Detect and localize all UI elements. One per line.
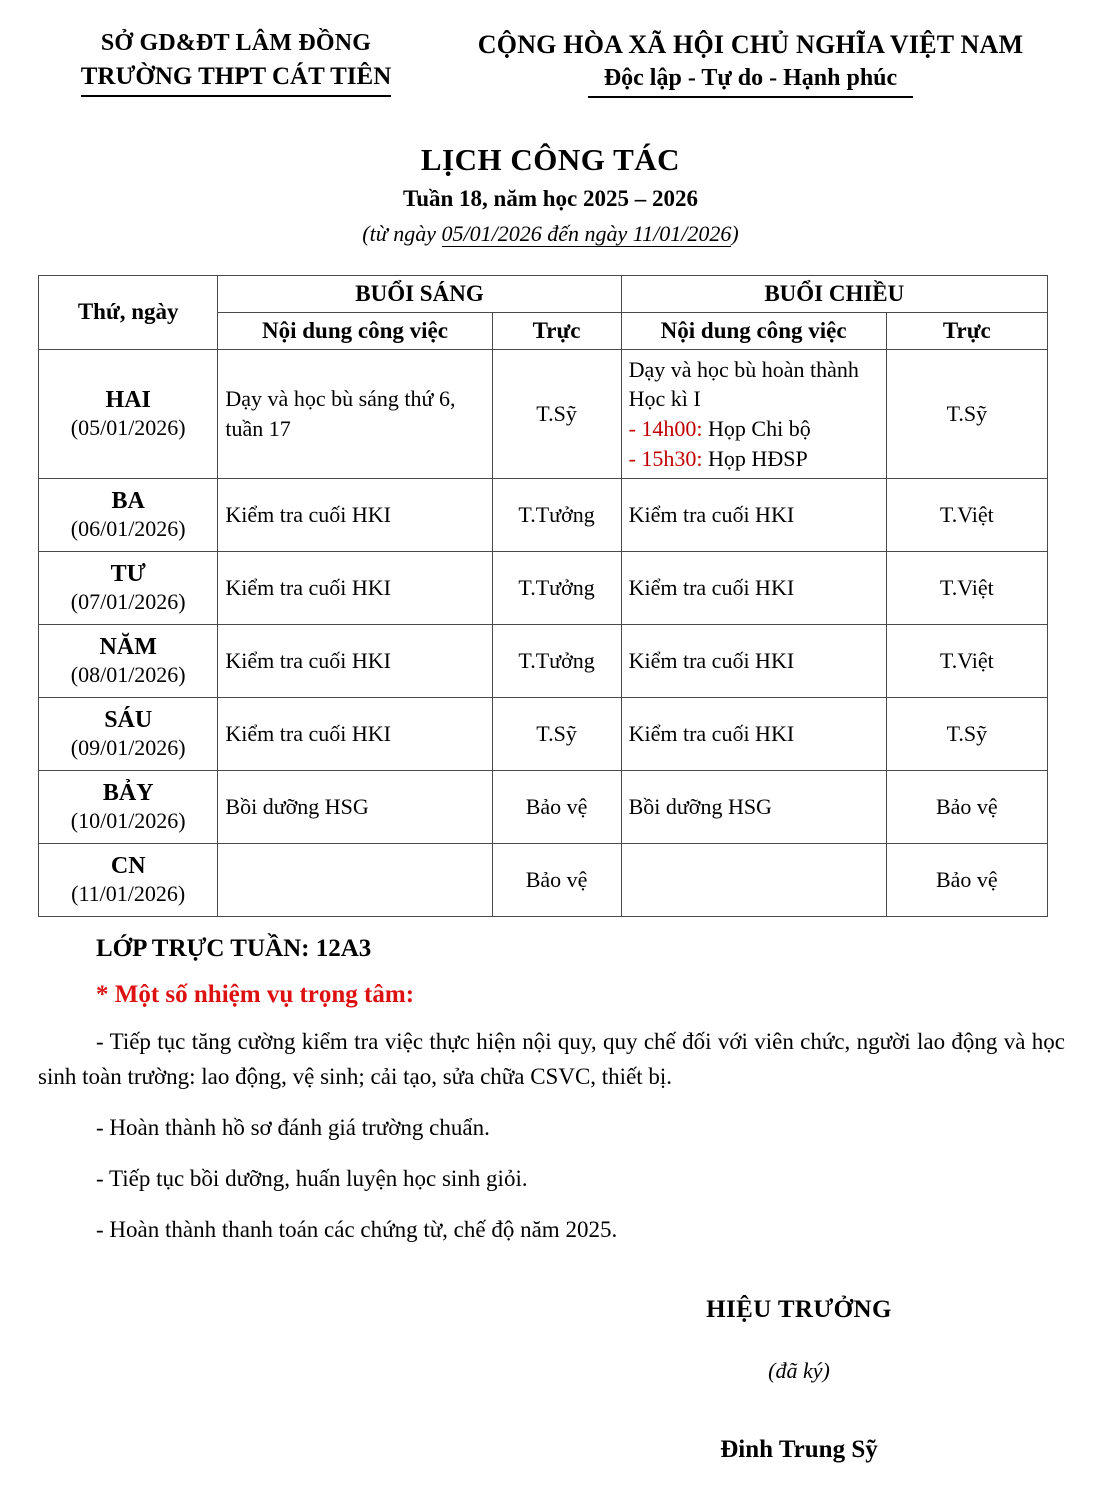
afternoon-content-cell: [621, 349, 886, 478]
note-time-2: - 15h30:: [628, 445, 703, 471]
table-row: [39, 349, 1048, 478]
header-organization: [36, 28, 436, 97]
afternoon-duty-cell: T.Sỹ: [886, 349, 1047, 478]
table-row: [39, 551, 1048, 624]
task-item: - Tiếp tục bồi dưỡng, huấn luyện học sinh giỏi.: [96, 1165, 528, 1191]
morning-content-cell: Kiểm tra cuối HKI: [218, 551, 492, 624]
notes-section: [38, 935, 1065, 1464]
header-afternoon-content: Nội dung công việc: [621, 312, 886, 349]
signatory-role: HIỆU TRƯỞNG: [706, 1295, 892, 1323]
afternoon-note-2: [629, 444, 879, 474]
schedule-table: [38, 275, 1048, 917]
morning-duty-cell: T.Tưởng: [492, 551, 621, 624]
day-date: (09/01/2026): [70, 735, 186, 761]
afternoon-duty-cell: T.Sỹ: [886, 697, 1047, 770]
national-motto: Độc lập - Tự do - Hạnh phúc: [588, 63, 913, 98]
day-date: (08/01/2026): [70, 662, 186, 688]
tasks-heading: * Một số nhiệm vụ trọng tâm:: [96, 980, 415, 1008]
date-range-prefix: (từ ngày: [362, 220, 442, 246]
morning-duty-cell: T.Tưởng: [492, 478, 621, 551]
day-name: CN: [110, 852, 146, 879]
country-name: CỘNG HÒA XÃ HỘI CHỦ NGHĨA VIỆT NAM: [477, 30, 1024, 59]
day-name: SÁU: [104, 706, 153, 733]
table-head: [39, 275, 1048, 349]
afternoon-duty-cell: Bảo vệ: [886, 843, 1047, 916]
day-cell: [39, 551, 218, 624]
afternoon-duty-cell: T.Việt: [886, 624, 1047, 697]
note-time-1: - 14h00:: [628, 415, 703, 441]
afternoon-content-cell: Kiểm tra cuối HKI: [621, 624, 886, 697]
header-afternoon-duty: Trực: [886, 312, 1047, 349]
table-header-row-top: [39, 275, 1048, 312]
signature-block: [589, 1296, 1009, 1464]
table-row: [39, 697, 1048, 770]
signed-note: (đã ký): [768, 1357, 830, 1383]
day-name: BẢY: [102, 779, 154, 806]
table-row: [39, 624, 1048, 697]
day-name: NĂM: [99, 633, 157, 660]
morning-content-cell: [218, 843, 492, 916]
day-cell: [39, 624, 218, 697]
afternoon-content-cell: Kiểm tra cuối HKI: [621, 551, 886, 624]
afternoon-main-text: Dạy và học bù hoàn thành Học kì I: [628, 356, 859, 412]
afternoon-note-1: [629, 414, 879, 444]
afternoon-content-cell: Kiểm tra cuối HKI: [621, 697, 886, 770]
day-name: HAI: [105, 386, 151, 413]
note-text-2: Họp HĐSP: [702, 445, 808, 471]
morning-content-cell: Kiểm tra cuối HKI: [218, 697, 492, 770]
day-date: (11/01/2026): [71, 881, 186, 907]
header-national-motto: [436, 28, 1065, 98]
day-name: BA: [111, 487, 145, 514]
day-date: (06/01/2026): [70, 516, 186, 542]
afternoon-content-cell: Bồi dưỡng HSG: [621, 770, 886, 843]
header-morning-content: Nội dung công việc: [218, 312, 492, 349]
date-range-suffix: ): [731, 220, 739, 246]
task-item: - Tiếp tục tăng cường kiểm tra việc thực hiện nội quy, quy chế đối với viên chức, người lao động và học sinh toàn trường: lao động, vệ sinh; cải tạo, sửa chữa CSVC, thiết bị.: [38, 1028, 1065, 1089]
day-name: TƯ: [110, 560, 146, 587]
table-body: [39, 349, 1048, 916]
morning-duty-cell: Bảo vệ: [492, 770, 621, 843]
table-row: [39, 478, 1048, 551]
day-cell: [39, 843, 218, 916]
page-title: LỊCH CÔNG TÁC: [420, 141, 681, 177]
document-header: [0, 0, 1101, 98]
afternoon-content-cell: Kiểm tra cuối HKI: [621, 478, 886, 551]
table-row: [39, 770, 1048, 843]
morning-duty-cell: T.Sỹ: [492, 349, 621, 478]
afternoon-content-cell: [621, 843, 886, 916]
day-date: (10/01/2026): [70, 808, 186, 834]
header-morning-duty: Trực: [492, 312, 621, 349]
task-item: - Hoàn thành hồ sơ đánh giá trường chuẩn.: [96, 1114, 490, 1140]
morning-content-cell: Dạy và học bù sáng thứ 6, tuần 17: [218, 349, 492, 478]
afternoon-duty-cell: Bảo vệ: [886, 770, 1047, 843]
day-cell: [39, 478, 218, 551]
day-date: (07/01/2026): [70, 589, 186, 615]
morning-duty-cell: T.Tưởng: [492, 624, 621, 697]
day-cell: [39, 697, 218, 770]
school-name: TRƯỜNG THPT CÁT TIÊN: [81, 61, 392, 97]
day-cell: [39, 770, 218, 843]
morning-content-cell: Kiểm tra cuối HKI: [218, 624, 492, 697]
morning-duty-cell: T.Sỹ: [492, 697, 621, 770]
morning-duty-cell: Bảo vệ: [492, 843, 621, 916]
header-afternoon-session: BUỔI CHIỀU: [621, 275, 1047, 312]
week-subtitle: Tuần 18, năm học 2025 – 2026: [402, 185, 698, 211]
afternoon-duty-cell: T.Việt: [886, 478, 1047, 551]
note-text-1: Họp Chi bộ: [702, 415, 811, 441]
morning-content-cell: Kiểm tra cuối HKI: [218, 478, 492, 551]
header-day-col: Thứ, ngày: [39, 275, 218, 349]
afternoon-duty-cell: T.Việt: [886, 551, 1047, 624]
signatory-name: Đinh Trung Sỹ: [720, 1435, 878, 1463]
day-cell: [39, 349, 218, 478]
date-range: [0, 221, 1101, 247]
table-row: [39, 843, 1048, 916]
duty-class-line: LỚP TRỰC TUẦN: 12A3: [96, 934, 372, 962]
day-date: (05/01/2026): [70, 415, 186, 441]
date-range-dates: 05/01/2026 đến ngày 11/01/2026: [441, 220, 732, 246]
header-morning-session: BUỔI SÁNG: [218, 275, 621, 312]
title-block: [0, 142, 1101, 247]
schedule-table-wrapper: [38, 275, 1065, 917]
task-item: - Hoàn thành thanh toán các chứng từ, chế độ năm 2025.: [96, 1216, 618, 1242]
department-name: SỞ GD&ĐT LÂM ĐỒNG: [100, 30, 372, 56]
morning-content-cell: Bồi dưỡng HSG: [218, 770, 492, 843]
